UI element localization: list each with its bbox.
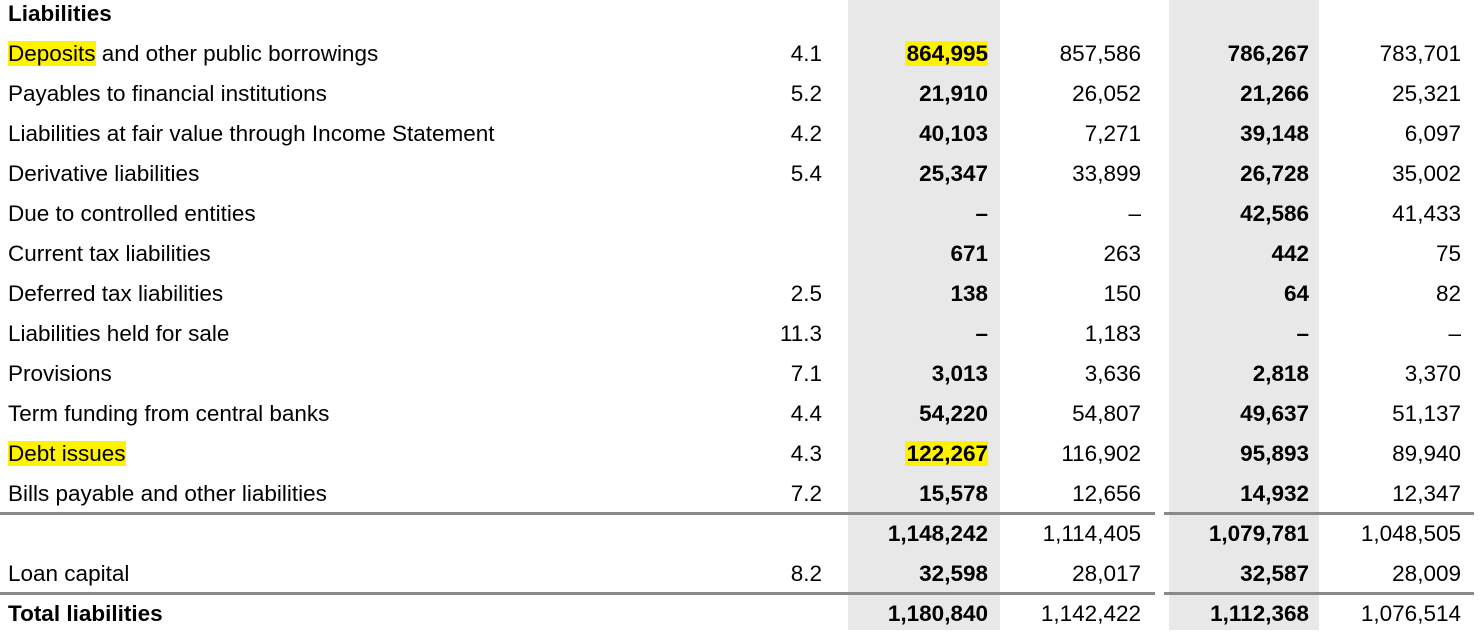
table-row xyxy=(0,314,1481,354)
table-row xyxy=(0,234,1481,274)
bank-current-value: 2,818 xyxy=(1252,361,1309,386)
section-title: Liabilities xyxy=(8,1,112,26)
group-prior-subtotal: 1,114,405 xyxy=(1042,521,1141,546)
group-current-value: 25,347 xyxy=(919,161,988,186)
group-current-value: 3,013 xyxy=(931,361,988,386)
table-row xyxy=(0,154,1481,194)
group-current-value: 40,103 xyxy=(919,121,988,146)
row-label: Liabilities at fair value through Income Statement xyxy=(8,121,495,146)
bank-current-value: 95,893 xyxy=(1240,441,1309,466)
bank-prior-value: 51,137 xyxy=(1392,401,1461,426)
bank-current-value: 49,637 xyxy=(1240,401,1309,426)
table-row xyxy=(0,474,1481,514)
total-label: Total liabilities xyxy=(8,601,163,626)
group-prior-value: 54,807 xyxy=(1072,401,1141,426)
note-ref: 4.2 xyxy=(790,121,822,146)
group-current-value: 54,220 xyxy=(919,401,988,426)
table-row xyxy=(0,114,1481,154)
bank-current-value: 39,148 xyxy=(1240,121,1309,146)
note-ref: 11.3 xyxy=(779,321,822,346)
bank-prior-value: 41,433 xyxy=(1392,201,1461,226)
bank-prior-value: 35,002 xyxy=(1392,161,1461,186)
group-current-value: – xyxy=(975,201,988,226)
group-prior-value: 3,636 xyxy=(1084,361,1141,386)
row-label: Term funding from central banks xyxy=(8,401,330,426)
group-prior-value: 28,017 xyxy=(1072,561,1141,586)
highlighted-text: Debt issues xyxy=(8,441,126,466)
bank-current-value: 21,266 xyxy=(1240,81,1309,106)
table-row xyxy=(0,34,1481,74)
bank-prior-value: 82 xyxy=(1435,281,1461,306)
bank-prior-value: 89,940 xyxy=(1392,441,1461,466)
group-current-value: – xyxy=(975,321,988,346)
bank-prior-value: 25,321 xyxy=(1392,81,1461,106)
row-label: Deferred tax liabilities xyxy=(8,281,224,306)
subtotal-row xyxy=(0,514,1481,554)
bank-current-value: 442 xyxy=(1271,241,1309,266)
note-ref: 5.2 xyxy=(790,81,822,106)
note-ref: 2.5 xyxy=(790,281,822,306)
bank-prior-value: 3,370 xyxy=(1404,361,1461,386)
group-current-value: 671 xyxy=(950,241,988,266)
bank-prior-value: – xyxy=(1448,321,1461,346)
note-ref: 7.1 xyxy=(790,361,822,386)
group-prior-value: 12,656 xyxy=(1072,481,1141,506)
note-ref: 4.4 xyxy=(790,401,822,426)
group-prior-value: 116,902 xyxy=(1061,441,1141,466)
group-current-value xyxy=(850,34,988,74)
bank-prior-total: 1,076,514 xyxy=(1360,601,1461,626)
table-row xyxy=(0,194,1481,234)
bank-current-value: 26,728 xyxy=(1240,161,1309,186)
note-ref: 4.1 xyxy=(790,41,822,66)
highlighted-value: 122,267 xyxy=(906,441,988,466)
row-label xyxy=(8,434,126,474)
group-prior-value: 7,271 xyxy=(1084,121,1141,146)
group-prior-value: 1,183 xyxy=(1084,321,1141,346)
bank-current-value: 32,587 xyxy=(1240,561,1309,586)
row-label: Loan capital xyxy=(8,561,130,586)
group-prior-value: 33,899 xyxy=(1072,161,1141,186)
note-ref xyxy=(770,194,822,234)
row-label: Payables to financial institutions xyxy=(8,81,327,106)
row-label: Provisions xyxy=(8,361,112,386)
group-current-value: 21,910 xyxy=(919,81,988,106)
note-ref: 8.2 xyxy=(790,561,822,586)
group-prior-total: 1,142,422 xyxy=(1040,601,1141,626)
bank-current-value: 14,932 xyxy=(1240,481,1309,506)
loan-capital-row xyxy=(0,554,1481,594)
bank-prior-subtotal: 1,048,505 xyxy=(1360,521,1461,546)
highlighted-text: Deposits xyxy=(8,41,96,66)
row-label: Liabilities held for sale xyxy=(8,321,230,346)
section-heading-row xyxy=(0,0,1481,34)
note-ref: 5.4 xyxy=(790,161,822,186)
group-prior-value: 857,586 xyxy=(1059,41,1141,66)
note-ref xyxy=(770,234,822,274)
group-prior-value: – xyxy=(1128,201,1141,226)
group-current-value: 32,598 xyxy=(919,561,988,586)
note-ref: 4.3 xyxy=(790,441,822,466)
row-label: Due to controlled entities xyxy=(8,201,256,226)
table-row xyxy=(0,354,1481,394)
bank-prior-value: 28,009 xyxy=(1392,561,1461,586)
row-label: Bills payable and other liabilities xyxy=(8,481,327,506)
group-current-subtotal: 1,148,242 xyxy=(887,521,988,546)
bank-current-value: – xyxy=(1296,321,1309,346)
bank-prior-value: 6,097 xyxy=(1404,121,1461,146)
group-prior-value: 26,052 xyxy=(1072,81,1141,106)
bank-prior-value: 783,701 xyxy=(1379,41,1461,66)
bank-current-value: 42,586 xyxy=(1240,201,1309,226)
group-current-value xyxy=(850,434,988,474)
highlighted-value: 864,995 xyxy=(906,41,988,66)
table-row xyxy=(0,394,1481,434)
bank-current-subtotal: 1,079,781 xyxy=(1208,521,1309,546)
group-current-value: 138 xyxy=(950,281,988,306)
row-label xyxy=(8,34,378,74)
label-text: and other public borrowings xyxy=(95,41,379,66)
row-label: Derivative liabilities xyxy=(8,161,200,186)
note-ref: 7.2 xyxy=(790,481,822,506)
group-current-value: 15,578 xyxy=(919,481,988,506)
bank-prior-value: 12,347 xyxy=(1392,481,1461,506)
bank-current-value: 786,267 xyxy=(1227,41,1309,66)
group-prior-value: 263 xyxy=(1103,241,1141,266)
row-label: Current tax liabilities xyxy=(8,241,211,266)
total-row xyxy=(0,594,1481,634)
group-prior-value: 150 xyxy=(1103,281,1141,306)
group-current-total: 1,180,840 xyxy=(887,601,988,626)
bank-prior-value: 75 xyxy=(1435,241,1461,266)
table-row xyxy=(0,74,1481,114)
table-row xyxy=(0,274,1481,314)
table-row xyxy=(0,434,1481,474)
bank-current-value: 64 xyxy=(1283,281,1309,306)
bank-current-total: 1,112,368 xyxy=(1210,601,1309,626)
